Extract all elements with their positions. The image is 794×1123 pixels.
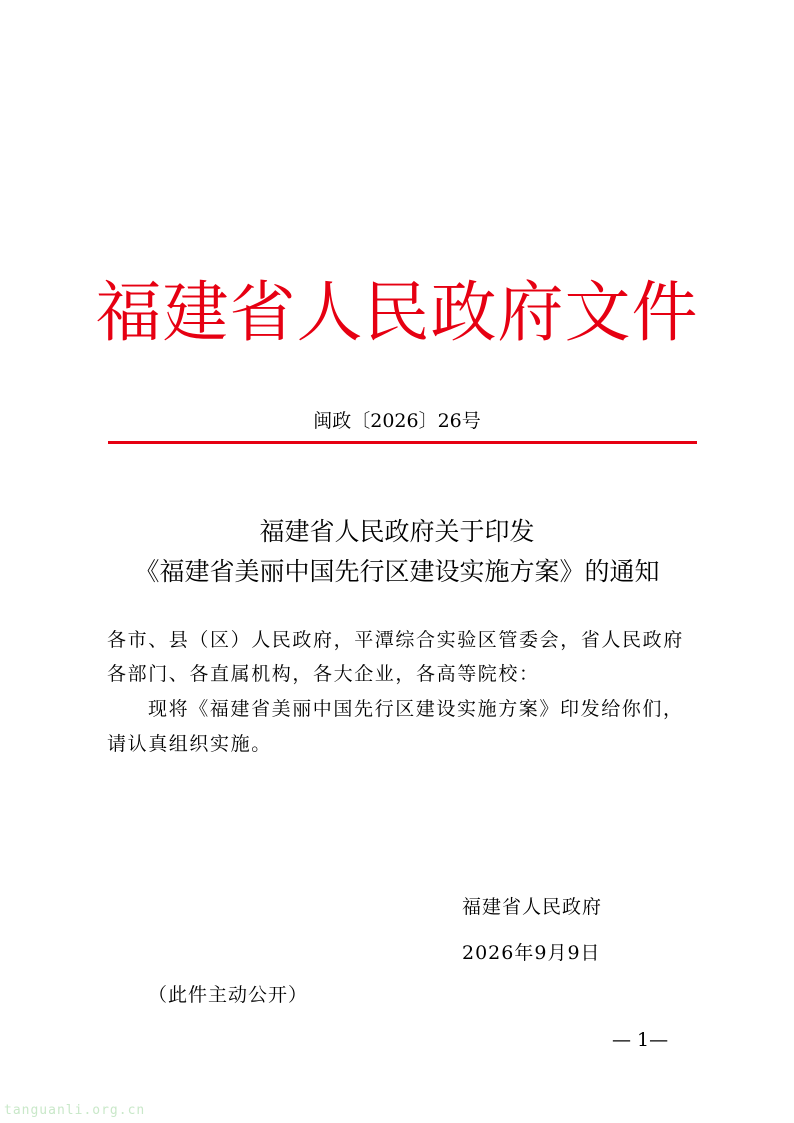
body-line-recipients-2: 各部门、各直属机构，各大企业，各高等院校： — [107, 663, 540, 685]
page-number: — 1— — [612, 1029, 669, 1051]
issue-date: 2026年9月9日 — [462, 942, 601, 964]
document-title-line-1: 福建省人民政府关于印发 — [259, 517, 535, 546]
disclosure-note: （此件主动公开） — [148, 984, 309, 1006]
document-header-title: 福建省人民政府文件 — [95, 274, 699, 351]
body-line-recipients-1: 各市、县（区）人民政府，平潭综合实验区管委会，省人民政府 — [107, 629, 684, 651]
issuer-signature: 福建省人民政府 — [462, 896, 603, 918]
body-line-content-1: 现将《福建省美丽中国先行区建设实施方案》印发给你们， — [148, 698, 684, 720]
watermark-text: tanguanli.org.cn — [4, 1103, 146, 1118]
red-divider-line — [108, 441, 697, 444]
body-line-content-2: 请认真组织实施。 — [107, 733, 272, 755]
document-title-line-2: 《福建省美丽中国先行区建设实施方案》的通知 — [134, 557, 660, 586]
document-number: 闽政〔2026〕26号 — [313, 410, 481, 432]
